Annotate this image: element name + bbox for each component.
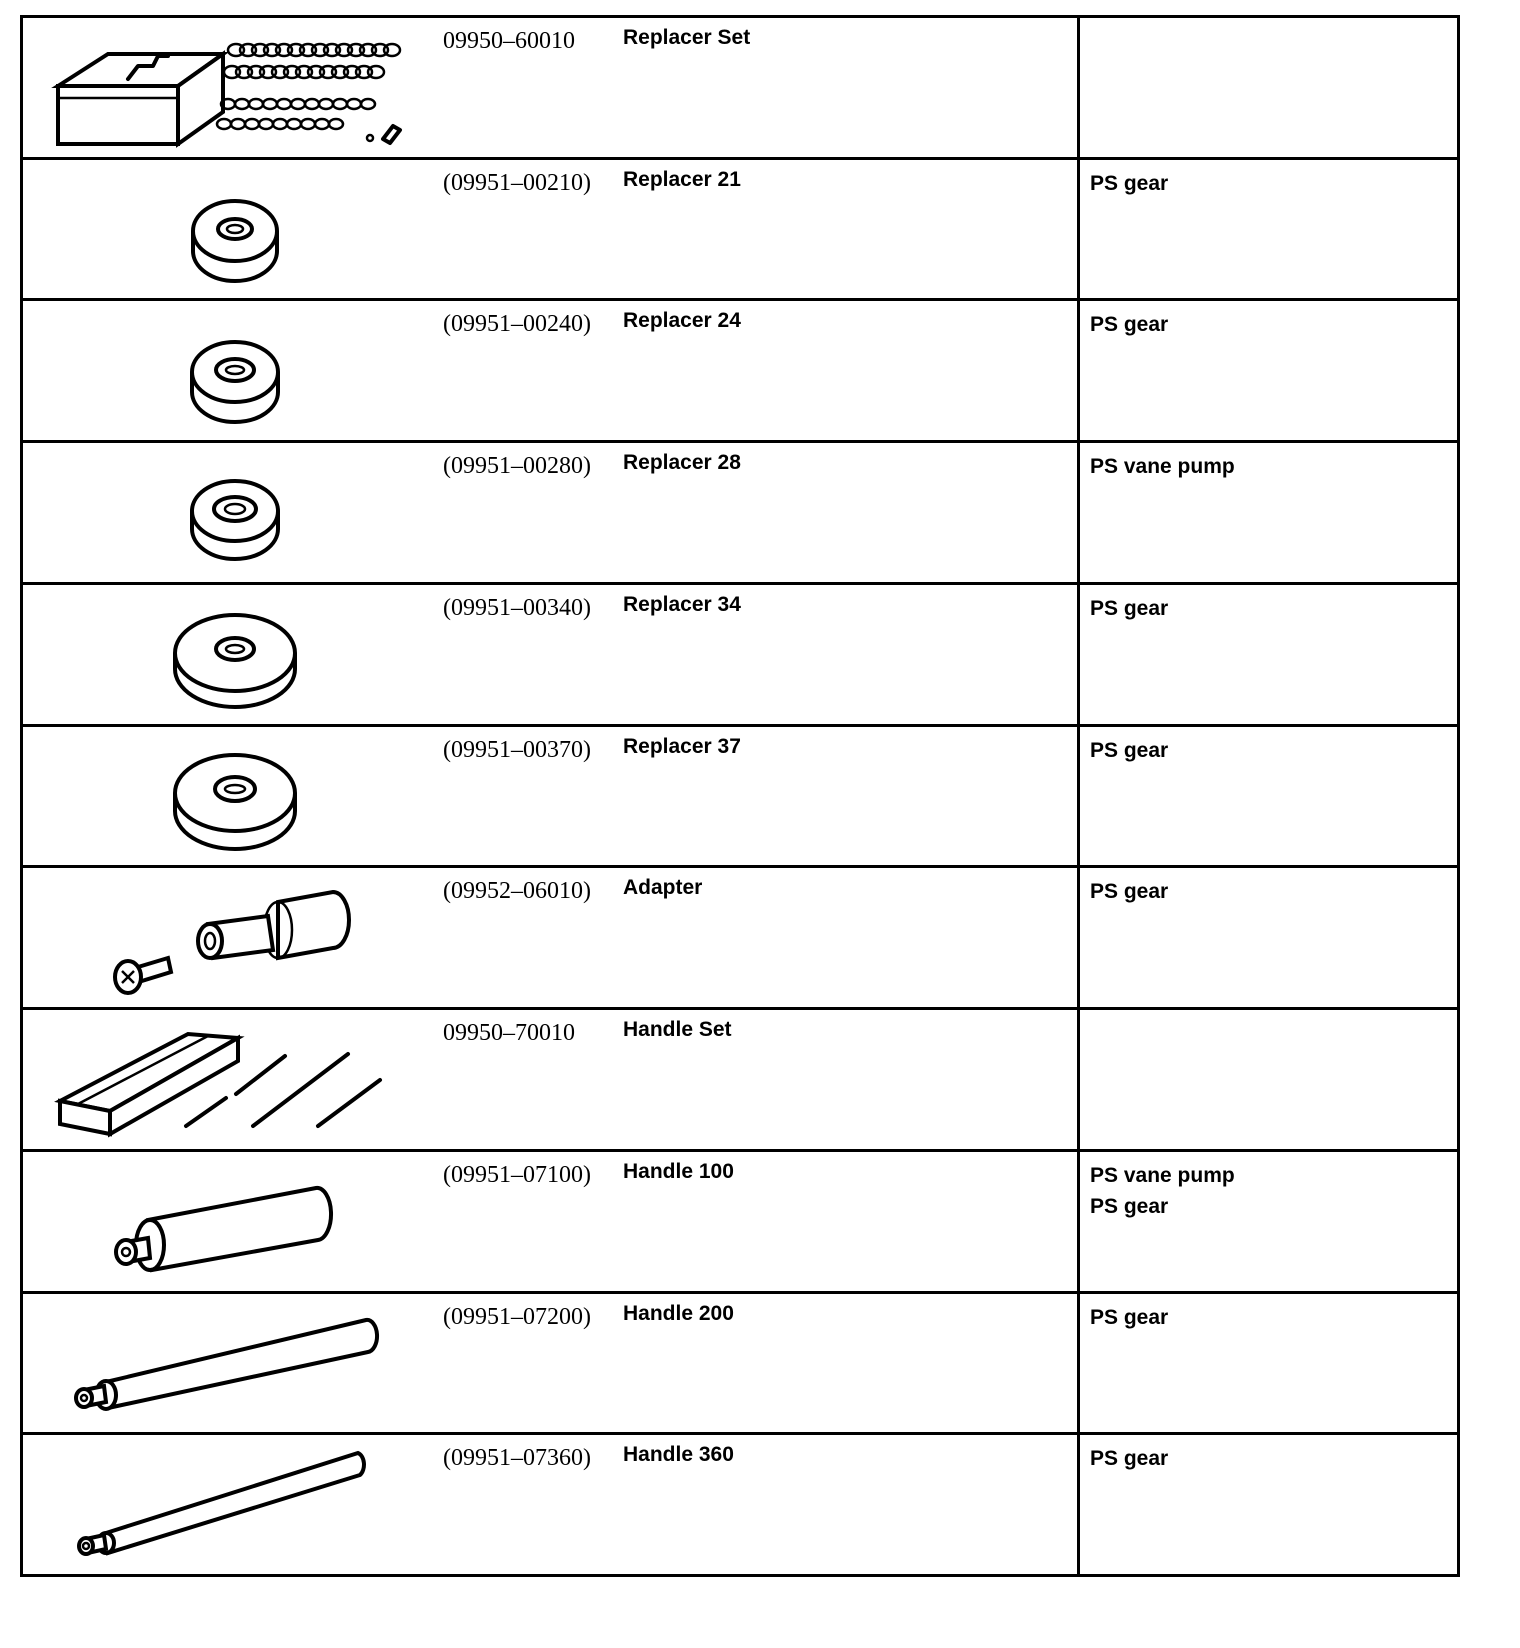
tool-name: Replacer Set [623, 26, 751, 49]
application-text: PS gear [1090, 880, 1169, 904]
replacer-set-icon [48, 24, 428, 152]
application-text: PS gear [1090, 171, 1169, 195]
replacer-ring-icon [48, 307, 428, 435]
application-cell [1080, 1010, 1457, 1149]
tool-name: Replacer 37 [623, 734, 741, 758]
application-text: PS gear [1090, 1194, 1169, 1218]
application-cell [1080, 1152, 1457, 1291]
part-number: (09951–00240) [443, 311, 591, 338]
tool-info-cell [23, 585, 1080, 724]
tool-name: Handle 100 [623, 1159, 734, 1183]
tool-row [23, 585, 1457, 727]
tool-row [23, 1010, 1457, 1152]
handle-icon [48, 1300, 428, 1428]
application-text: PS vane pump [1090, 1163, 1235, 1187]
tool-info-cell [23, 18, 1080, 157]
tool-row [23, 868, 1457, 1010]
application-cell [1080, 301, 1457, 440]
handle-set-icon [48, 1016, 428, 1144]
application-text: PS gear [1090, 313, 1169, 337]
tool-name: Replacer 34 [623, 592, 741, 616]
adapter-icon [48, 874, 428, 1002]
application-text: PS gear [1090, 596, 1169, 620]
special-tools-table [20, 15, 1460, 1577]
application-text: PS gear [1090, 738, 1169, 762]
application-cell [1080, 727, 1457, 866]
tool-row [23, 1294, 1457, 1436]
part-number: (09951–07100) [443, 1161, 591, 1188]
replacer-ring-icon [48, 733, 428, 861]
part-number: 09950–60010 [443, 28, 575, 54]
part-number: (09951–07360) [443, 1445, 591, 1472]
application-cell [1080, 1294, 1457, 1433]
tool-info-cell [23, 1294, 1080, 1433]
tool-row [23, 160, 1457, 302]
part-number: (09951–00340) [443, 594, 591, 621]
part-number: (09952–06010) [443, 878, 591, 905]
part-number: (09951–07200) [443, 1303, 591, 1330]
replacer-ring-icon [48, 591, 428, 719]
part-number: (09951–00210) [443, 169, 591, 196]
part-number: (09951–00370) [443, 736, 591, 763]
tool-name: Handle 200 [623, 1301, 734, 1325]
tool-name: Handle Set [623, 1018, 732, 1042]
application-text: PS vane pump [1090, 455, 1235, 479]
part-number: 09950–70010 [443, 1020, 575, 1047]
tool-row [23, 301, 1457, 443]
tool-name: Replacer 28 [623, 451, 741, 475]
application-text: PS gear [1090, 1447, 1169, 1471]
tool-info-cell [23, 1435, 1080, 1574]
tool-name: Replacer 24 [623, 309, 741, 333]
replacer-ring-icon [48, 166, 428, 294]
part-number: (09951–00280) [443, 453, 591, 480]
tool-info-cell [23, 1010, 1080, 1149]
tool-row [23, 443, 1457, 585]
tool-info-cell [23, 868, 1080, 1007]
application-cell [1080, 18, 1457, 157]
application-cell [1080, 160, 1457, 299]
application-cell [1080, 1435, 1457, 1574]
tool-name: Replacer 21 [623, 167, 741, 191]
replacer-ring-icon [48, 449, 428, 577]
tool-name: Adapter [623, 876, 703, 900]
application-cell [1080, 868, 1457, 1007]
tool-name: Handle 360 [623, 1443, 734, 1467]
tool-info-cell [23, 301, 1080, 440]
handle-icon [48, 1441, 428, 1569]
application-cell [1080, 585, 1457, 724]
tool-info-cell [23, 1152, 1080, 1291]
application-cell [1080, 443, 1457, 582]
tool-row [23, 727, 1457, 869]
tool-row [23, 18, 1457, 160]
tool-info-cell [23, 160, 1080, 299]
tool-row [23, 1435, 1457, 1574]
application-text: PS gear [1090, 1305, 1169, 1329]
tool-row [23, 1152, 1457, 1294]
handle-icon [48, 1158, 428, 1286]
tool-info-cell [23, 727, 1080, 866]
tool-info-cell [23, 443, 1080, 582]
